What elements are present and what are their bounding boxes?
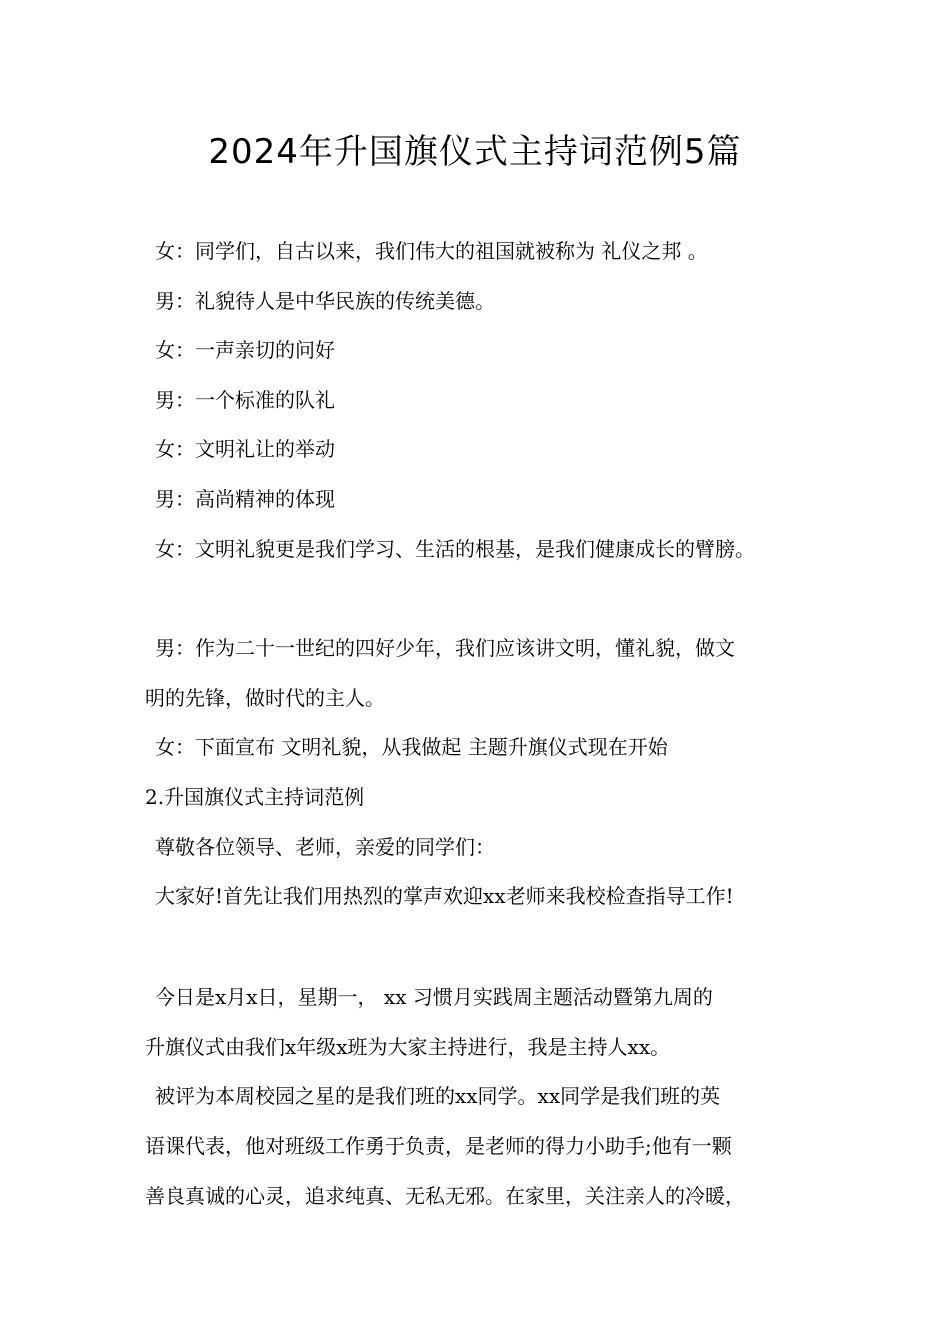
paragraph-line: 男：一个标准的队礼 (155, 388, 335, 412)
paragraph-line: 女：下面宣布 文明礼貌，从我做起 主题升旗仪式现在开始 (155, 735, 668, 759)
paragraph-line: 男：礼貌待人是中华民族的传统美德。 (155, 289, 495, 313)
paragraph-line: 男：高尚精神的体现 (155, 487, 335, 511)
section-heading: 2.升国旗仪式主持词范例 (145, 785, 365, 809)
paragraph-line: 今日是x月x日，星期一， xx 习惯月实践周主题活动暨第九周的 (155, 985, 713, 1009)
paragraph-line: 大家好!首先让我们用热烈的掌声欢迎xx老师来我校检查指导工作! (155, 884, 734, 908)
paragraph-line: 女：同学们，自古以来，我们伟大的祖国就被称为 礼仪之邦 。 (155, 239, 708, 263)
paragraph-line: 语课代表，他对班级工作勇于负责，是老师的得力小助手;他有一颗 (145, 1134, 732, 1158)
paragraph-line: 女：文明礼让的举动 (155, 437, 335, 461)
paragraph-line: 被评为本周校园之星的是我们班的xx同学。xx同学是我们班的英 (155, 1084, 721, 1108)
paragraph-line: 明的先锋，做时代的主人。 (145, 686, 385, 710)
paragraph-line: 女：一声亲切的问好 (155, 338, 335, 362)
document-title: 2024年升国旗仪式主持词范例5篇 (208, 132, 742, 172)
paragraph-line: 女：文明礼貌更是我们学习、生活的根基，是我们健康成长的臂膀。 (155, 537, 755, 561)
paragraph-line: 善良真诚的心灵，追求纯真、无私无邪。在家里，关注亲人的冷暖， (145, 1184, 745, 1208)
paragraph-line: 男：作为二十一世纪的四好少年，我们应该讲文明，懂礼貌，做文 (155, 636, 735, 660)
paragraph-line: 尊敬各位领导、老师，亲爱的同学们： (155, 835, 495, 859)
paragraph-line: 升旗仪式由我们x年级x班为大家主持进行，我是主持人xx。 (145, 1035, 671, 1059)
